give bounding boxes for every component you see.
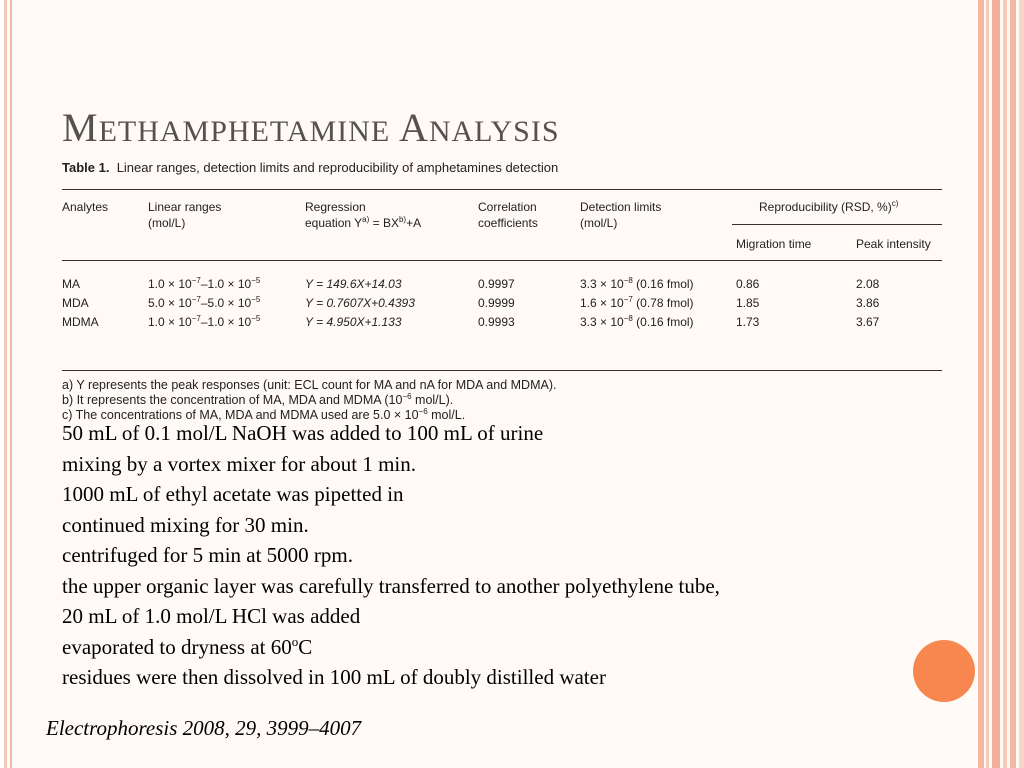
- note-c: c) The concentrations of MA, MDA and MDMA used are $5.0 \times 10^{-6}$ mol/L.: [62, 406, 466, 422]
- header-coefficients: coefficients: [478, 216, 538, 230]
- cell-peak: 3.67: [856, 315, 880, 329]
- procedure-line: the upper organic layer was carefully transferred to another polyethylene tube,: [62, 573, 720, 598]
- cell-detection-limit: $3.3 \times 10^{-8}$ (0.16 fmol): [580, 314, 694, 329]
- procedure-line: 20 mL of 1.0 mol/L HCl was added: [62, 604, 361, 628]
- cell-equation: Y = 149.6X+14.03: [305, 277, 402, 291]
- header-reproducibility: Reproducibility (RSD, %)$^{c)}$: [759, 199, 899, 214]
- table-body: [62, 190, 942, 336]
- header-bottom-rule: [62, 260, 942, 261]
- cell-correlation: 0.9999: [478, 296, 515, 310]
- cell-migration: 1.73: [736, 315, 760, 329]
- procedure-line: evaporated to dryness at 60$^o$C: [62, 633, 313, 659]
- header-linear-units: (mol/L): [148, 216, 186, 230]
- cell-analyte: MA: [62, 277, 80, 291]
- procedure-text: [62, 418, 942, 693]
- cell-analyte: MDMA: [62, 315, 99, 329]
- procedure-line: continued mixing for 30 min.: [62, 512, 309, 537]
- procedure-line: mixing by a vortex mixer for about 1 min.: [62, 451, 417, 476]
- cell-correlation: 0.9993: [478, 315, 515, 329]
- cell-correlation: 0.9997: [478, 277, 515, 291]
- left-frame-border: [0, 0, 12, 768]
- cell-linear-range: $1.0 \times 10^{-7}-1.0 \times 10^{-5}$: [148, 314, 261, 329]
- cell-peak: 3.86: [856, 296, 880, 310]
- note-b: b) It represents the concentration of MA, MDA and MDMA ($10^{-6}$ mol/L).: [62, 391, 454, 407]
- header-migration: Migration time: [736, 237, 812, 251]
- table-caption: Table 1. Linear ranges, detection limits and reproducibility of amphetamines detection: [62, 160, 559, 175]
- cell-linear-range: $1.0 \times 10^{-7}-1.0 \times 10^{-5}$: [148, 276, 261, 291]
- procedure-line: centrifuged for 5 min at 5000 rpm.: [62, 543, 354, 567]
- header-detection-units: (mol/L): [580, 216, 618, 230]
- table-notes: [62, 378, 942, 423]
- header-regression-eq: equation $Y^{a)} = BX^{b)}+A$: [305, 215, 422, 230]
- header-detection: Detection limits: [580, 200, 662, 214]
- procedure-line: residues were then dissolved in 100 mL of doubly distilled water: [62, 665, 606, 689]
- header-analytes: Analytes: [62, 200, 109, 214]
- data-table: [62, 160, 942, 423]
- procedure-line: 50 mL of 0.1 mol/L NaOH was added to 100 mL of urine: [62, 421, 544, 445]
- header-linear-ranges: Linear ranges: [148, 200, 222, 214]
- header-regression: Regression: [305, 200, 366, 214]
- cell-peak: 2.08: [856, 277, 880, 291]
- cell-migration: 0.86: [736, 277, 760, 291]
- header-peak: Peak intensity: [856, 237, 931, 251]
- cell-detection-limit: $3.3 \times 10^{-8}$ (0.16 fmol): [580, 276, 694, 291]
- slide-title: METHAMPHETAMINE ANALYSIS: [62, 105, 560, 150]
- header-correlation: Correlation: [478, 200, 537, 214]
- citation: Electrophoresis 2008, 29, 3999–4007: [46, 716, 362, 740]
- cell-detection-limit: $1.6 \times 10^{-7}$ (0.78 fmol): [580, 295, 694, 310]
- cell-equation: Y = 4.950X+1.133: [305, 315, 402, 329]
- cell-equation: Y = 0.7607X+0.4393: [305, 296, 415, 310]
- left-frame-line: [4, 0, 7, 768]
- cell-migration: 1.85: [736, 296, 760, 310]
- note-a: a) Y represents the peak responses (unit: ECL count for MA and nA for MDA and MDMA).: [62, 378, 557, 392]
- procedure-line: 1000 mL of ethyl acetate was pipetted in: [62, 482, 404, 506]
- right-decorative-stripes: [978, 0, 1024, 768]
- cell-linear-range: $5.0 \times 10^{-7}-5.0 \times 10^{-5}$: [148, 295, 261, 310]
- cell-analyte: MDA: [62, 296, 89, 310]
- table-bottom-rule: [62, 370, 942, 371]
- repro-subrule: [732, 224, 942, 225]
- decorative-circle: [913, 640, 975, 702]
